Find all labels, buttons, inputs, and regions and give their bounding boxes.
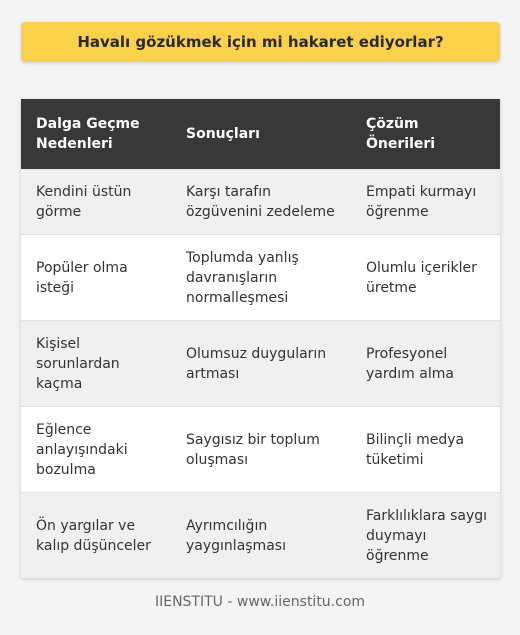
- header-cell-results: Sonuçları: [186, 126, 260, 142]
- table-row: [21, 235, 500, 321]
- table-row: [21, 321, 500, 407]
- table-cell: Olumsuz duyguların artması: [186, 345, 327, 382]
- table-cell: Ön yargılar ve kalıp düşünceler: [36, 517, 151, 554]
- page-title: Havalı gözükmek için mi hakaret ediyorlar?: [77, 33, 444, 51]
- title-banner: [21, 22, 500, 62]
- footer-credit: IIENSTITU - www.iienstitu.com: [154, 594, 366, 610]
- table-cell: Farklılıklara saygı duymayı öğrenme: [366, 507, 488, 564]
- table-cell: Kişisel sorunlardan kaçma: [36, 335, 120, 392]
- table-cell: Olumlu içerikler üretme: [366, 259, 477, 296]
- table-cell: Kendini üstün görme: [36, 184, 132, 220]
- table-cell: Empati kurmayı öğrenme: [366, 184, 477, 220]
- comparison-table: [21, 99, 500, 578]
- table-cell: Saygısız bir toplum oluşması: [186, 431, 320, 468]
- table-cell: Eğlence anlayışındaki bozulma: [36, 421, 128, 478]
- header-cell-reasons: Dalga Geçme Nedenleri: [36, 116, 140, 152]
- table-row: [21, 407, 500, 493]
- table-cell: Ayrımcılığın yaygınlaşması: [186, 517, 286, 554]
- table-header-row: [21, 99, 500, 170]
- table-row: [21, 170, 500, 235]
- table-row: [21, 493, 500, 578]
- table-cell: Bilinçli medya tüketimi: [366, 431, 465, 468]
- table-cell: Toplumda yanlış davranışların normalleşmesi: [186, 249, 299, 306]
- table-cell: Karşı tarafın özgüvenini zedeleme: [186, 184, 335, 220]
- header-cell-solutions: Çözüm Önerileri: [366, 116, 436, 152]
- table-cell: Popüler olma isteği: [36, 259, 128, 296]
- table-cell: Profesyonel yardım alma: [366, 345, 454, 382]
